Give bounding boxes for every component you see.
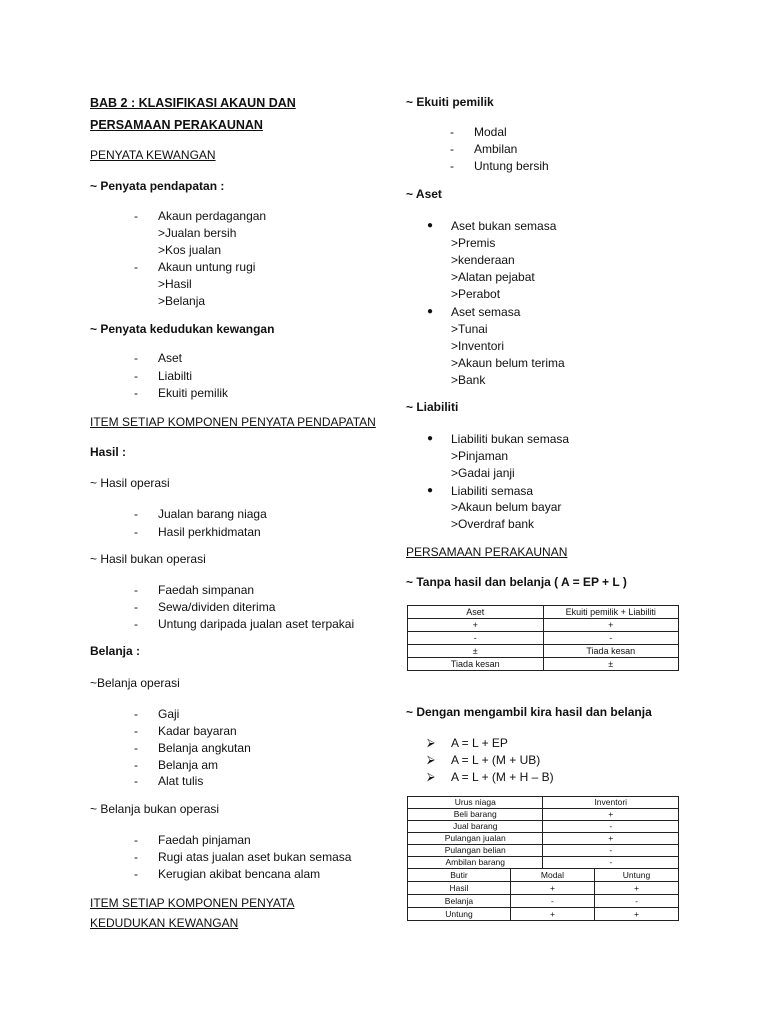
list-item: Ekuiti pemilik (158, 386, 229, 400)
table-cell: - (543, 632, 679, 645)
table-row (408, 619, 679, 632)
table-row (408, 857, 679, 869)
dash-marker: - (134, 369, 138, 383)
list-item: >Premis (451, 236, 496, 250)
list-item: >Gadai janji (451, 466, 515, 480)
table-cell: + (594, 882, 678, 895)
table-cell: Ambilan barang (408, 857, 543, 869)
list-item: >kenderaan (451, 253, 515, 267)
dash-marker: - (134, 209, 138, 223)
table-cell: + (543, 833, 679, 845)
table-cell: Beli barang (408, 809, 543, 821)
list-item: >Pinjaman (451, 449, 509, 463)
list-item: Kerugian akibat bencana alam (158, 867, 321, 881)
table-cell: ± (408, 645, 544, 658)
dash-marker: - (134, 600, 138, 614)
table-cell: - (408, 632, 544, 645)
bullet-marker: ● (427, 485, 434, 496)
list-item: Hasil perkhidmatan (158, 525, 261, 539)
table-cell: ± (543, 658, 679, 671)
list-item: Akaun untung rugi (158, 260, 256, 274)
section-persamaan-perakaunan: PERSAMAAN PERAKAUNAN (406, 545, 568, 559)
dash-marker: - (134, 617, 138, 631)
table-cell: Untung (408, 908, 511, 921)
aset-heading: ~ Aset (406, 187, 442, 201)
hasil-bukan-operasi-heading: ~ Hasil bukan operasi (90, 552, 206, 566)
list-item: Akaun perdagangan (158, 209, 267, 223)
dengan-hasil-heading: ~ Dengan mengambil kira hasil dan belanja (406, 705, 652, 719)
equation-item: A = L + EP (451, 736, 508, 750)
list-item: >Alatan pejabat (451, 270, 535, 284)
dash-marker: - (134, 833, 138, 847)
ekuiti-pemilik-heading: ~ Ekuiti pemilik (406, 95, 494, 109)
dash-marker: - (450, 142, 454, 156)
table-header-cell: Untung (594, 869, 678, 882)
list-item: Modal (474, 125, 507, 139)
list-item: Aset bukan semasa (451, 219, 557, 233)
doc-title: BAB 2 : KLASIFIKASI AKAUN DAN PERSAMAAN PERAKAUNAN (90, 96, 296, 132)
list-item: Belanja am (158, 758, 219, 772)
list-item: Liabiliti semasa (451, 484, 534, 498)
table-header-cell: Inventori (543, 797, 679, 809)
list-item: Ambilan (474, 142, 518, 156)
table-cell: - (510, 895, 594, 908)
table-cell: Tiada kesan (408, 658, 544, 671)
list-item: >Bank (451, 373, 486, 387)
belanja-heading: Belanja : (90, 644, 141, 658)
list-item: Aset semasa (451, 305, 521, 319)
bullet-marker: ● (427, 433, 434, 444)
list-item: Liabiliti bukan semasa (451, 432, 570, 446)
table-row (408, 658, 679, 671)
table-cell: Hasil (408, 882, 511, 895)
section-item-penyata-kedudukan: ITEM SETIAP KOMPONEN PENYATA KEDUDUKAN KEWANGAN (90, 896, 295, 930)
list-item: Untung daripada jualan aset terpakai (158, 617, 355, 631)
table-cell: - (594, 895, 678, 908)
list-item: >Akaun belum terima (451, 356, 565, 370)
list-item: >Tunai (451, 322, 488, 336)
table-cell: Jual barang (408, 821, 543, 833)
table-row (408, 632, 679, 645)
table-row (408, 821, 679, 833)
table-header-cell: Ekuiti pemilik + Liabiliti (543, 606, 679, 619)
belanja-operasi-heading: ~Belanja operasi (90, 676, 180, 690)
dash-marker: - (134, 351, 138, 365)
list-item: >Belanja (158, 294, 206, 308)
table-cell: + (543, 809, 679, 821)
table-header-cell: Urus niaga (408, 797, 543, 809)
tanpa-hasil-heading: ~ Tanpa hasil dan belanja ( A = EP + L ) (406, 575, 627, 589)
table-cell: Tiada kesan (543, 645, 679, 658)
table-header-row (408, 797, 679, 809)
list-item: Gaji (158, 707, 180, 721)
bullet-marker: ● (427, 220, 434, 231)
table-cell: + (510, 908, 594, 921)
hasil-operasi-heading: ~ Hasil operasi (90, 476, 170, 490)
list-item: >Jualan bersih (158, 226, 237, 240)
list-item: Faedah simpanan (158, 583, 255, 597)
table-row (408, 833, 679, 845)
table-header-row (408, 606, 679, 619)
table-row (408, 908, 679, 921)
dash-marker: - (134, 260, 138, 274)
list-item: Belanja angkutan (158, 741, 251, 755)
table-row (408, 845, 679, 857)
dash-marker: - (134, 583, 138, 597)
hasil-heading: Hasil : (90, 445, 127, 459)
list-item: Kadar bayaran (158, 724, 237, 738)
table-cell: + (543, 619, 679, 632)
list-item: Untung bersih (474, 159, 549, 173)
list-item: Sewa/dividen diterima (158, 600, 276, 614)
list-item: Rugi atas jualan aset bukan semasa (158, 850, 352, 864)
list-item: Alat tulis (158, 774, 204, 788)
table-cell: - (543, 821, 679, 833)
table-urus-niaga (407, 796, 679, 921)
list-item: >Akaun belum bayar (451, 500, 562, 514)
list-item: Liabilti (158, 369, 193, 383)
dash-marker: - (134, 867, 138, 881)
list-item: >Overdraf bank (451, 517, 535, 531)
penyata-pendapatan-heading: ~ Penyata pendapatan : (90, 179, 225, 193)
table-row (408, 645, 679, 658)
belanja-bukan-operasi-heading: ~ Belanja bukan operasi (90, 802, 220, 816)
table-cell: Pulangan jualan (408, 833, 543, 845)
bullet-marker: ● (427, 306, 434, 317)
dash-marker: - (450, 125, 454, 139)
equation-item: A = L + (M + UB) (451, 753, 541, 767)
dash-marker: - (134, 525, 138, 539)
table-header-row (408, 869, 679, 882)
equation-item: A = L + (M + H – B) (451, 770, 554, 784)
dash-marker: - (134, 724, 138, 738)
table-cell: - (543, 857, 679, 869)
table-cell: + (510, 882, 594, 895)
table-tanpa-hasil (407, 605, 679, 671)
table-header-cell: Butir (408, 869, 511, 882)
table-header-cell: Modal (510, 869, 594, 882)
dash-marker: - (134, 774, 138, 788)
section-penyata-kewangan: PENYATA KEWANGAN (90, 148, 216, 162)
arrow-bullet-icon: ⮚ (427, 754, 435, 766)
list-item: >Perabot (451, 287, 501, 301)
dash-marker: - (134, 507, 138, 521)
dash-marker: - (450, 159, 454, 173)
table-row (408, 809, 679, 821)
dash-marker: - (134, 707, 138, 721)
penyata-kedudukan-heading: ~ Penyata kedudukan kewangan (90, 322, 275, 336)
list-item: Aset (158, 351, 183, 365)
liabiliti-heading: ~ Liabiliti (406, 400, 459, 414)
list-item: Faedah pinjaman (158, 833, 251, 847)
dash-marker: - (134, 741, 138, 755)
table-cell: + (408, 619, 544, 632)
section-item-penyata-pendapatan: ITEM SETIAP KOMPONEN PENYATA PENDAPATAN (90, 415, 376, 429)
dash-marker: - (134, 758, 138, 772)
arrow-bullet-icon: ⮚ (427, 737, 435, 749)
table-row (408, 895, 679, 908)
list-item: >Inventori (451, 339, 505, 353)
table-header-cell: Aset (408, 606, 544, 619)
table-cell: Belanja (408, 895, 511, 908)
dash-marker: - (134, 850, 138, 864)
list-item: Jualan barang niaga (158, 507, 267, 521)
arrow-bullet-icon: ⮚ (427, 771, 435, 783)
table-cell: + (594, 908, 678, 921)
table-row (408, 882, 679, 895)
list-item: >Hasil (158, 277, 192, 291)
list-item: >Kos jualan (158, 243, 222, 257)
table-cell: - (543, 845, 679, 857)
table-cell: Pulangan belian (408, 845, 543, 857)
dash-marker: - (134, 386, 138, 400)
